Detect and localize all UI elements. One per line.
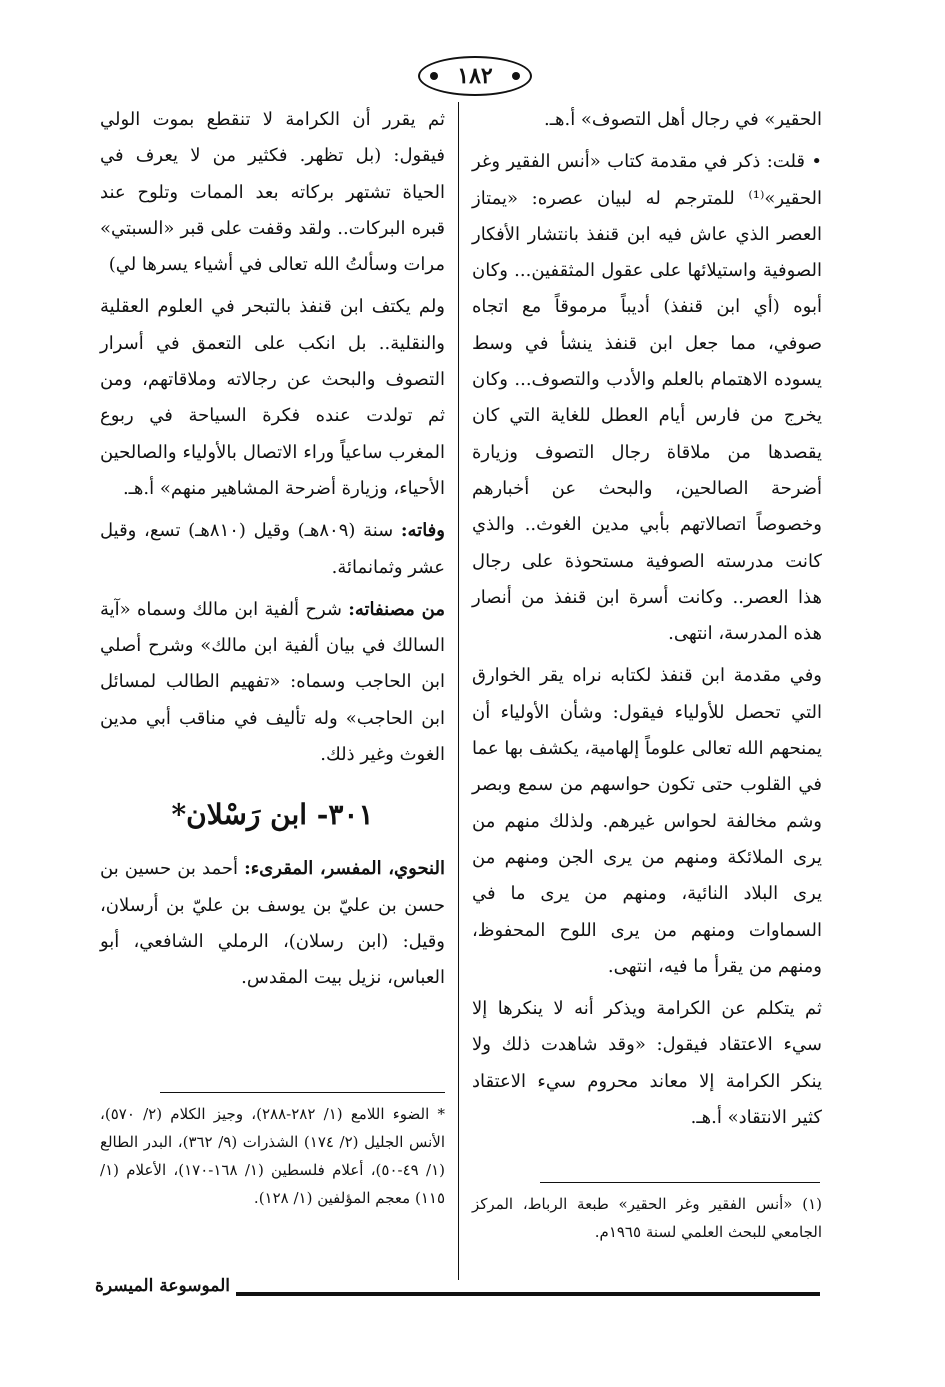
entry-heading: ٣٠١- ابن رَسْلان* — [171, 798, 374, 832]
left-footnote — [100, 1100, 445, 1212]
death-text: سنة (٨٠٩هـ) وقيل (٨١٠هـ) تسع، وقيل عشر وثمانمائة. — [100, 520, 445, 578]
death-label: وفاته: — [400, 520, 445, 542]
page-number-text: ١٨٢ — [457, 63, 493, 89]
bio-paragraph — [100, 851, 445, 996]
works-label: من مصنفاته: — [348, 598, 445, 620]
bio-label: النحوي، المفسر، المقرىء: — [244, 858, 445, 880]
left-footnote-text: * الضوء اللامع (١/ ٢٨٢-٢٨٨)، وجيز الكلام (٢/ ٥٧٠)، الأنس الجليل (٢/ ١٧٤) الشذرات (٩/ ٣٦٢)، البدر الطالع (١/ ٤٩-٥٠)، أعلام فلسطين (١/ ١٦٨-١٧٠)، الأعلام (١/ ١١٥) معجم المؤلفين (١/ ١٢٨). — [100, 1105, 445, 1207]
left-column — [100, 102, 445, 1003]
bio-text: أحمد بن حسين بن حسن بن عليّ بن يوسف بن عليّ بن أرسلان، وقيل: (ابن رسلان)، الرملي الشافعي، أبو العباس، نزيل بيت المقدس. — [100, 858, 445, 989]
footer-rule — [220, 1292, 820, 1296]
right-paragraph-4: ثم يتكلم عن الكرامة ويذكر أنه لا ينكرها إلا سيء الاعتقاد فيقول: «وقد شاهدت ذلك ولا ينكر الكرامة إلا معاند محروم سيء الاعتقاد كثير الانتقاد» أ.هـ. — [472, 998, 822, 1129]
right-footnote-rule — [540, 1182, 820, 1183]
right-paragraph-1: الحقير» في رجال أهل التصوف» أ.هـ. — [543, 109, 822, 130]
works-paragraph — [100, 592, 445, 773]
left-footnote-rule — [160, 1092, 445, 1093]
column-divider — [458, 102, 459, 1280]
left-paragraph-1: ثم يقرر أن الكرامة لا تنقطع بموت الولي فيقول: (بل تظهر. فكثير من لا يعرف في الحياة تشتهر بركاته بعد الممات وتلوح عند قبره البركات.. ولقد وقفت على قبر «السبتي» مرات وسألتُ الله تعالى في أشياء يسرها لي) — [100, 109, 445, 276]
right-footnote — [472, 1190, 822, 1246]
running-title: الموسوعة الميسرة — [95, 1276, 236, 1296]
right-footnote-text: (١) «أنس الفقير وغر الحقير» طبعة الرباط، المركز الجامعي للبحث العلمي لسنة ١٩٦٥م. — [472, 1195, 822, 1241]
right-column — [472, 102, 822, 1142]
page-number — [418, 56, 532, 96]
right-paragraph-2: • قلت: ذكر في مقدمة كتاب «أنس الفقير وغر الحقير»⁽¹⁾ للمترجم له لبيان عصره: «يمتاز العصر الذي عاش فيه ابن قنفذ بانتشار الأفكار الصوفية واستيلائها على عقول المثقفين... وكان أبوه (أي ابن قنفذ) أديباً مرموقاً مع اتجاه صوفي، مما جعل ابن قنفذ ينشأ في وسط يسوده الاهتمام بالعلم والأدب والتصوف... وكان يخرج من فارس أيام العطل للغاية التي كان يقصدها من ملاقاة رجال التصوف وزيارة أضرحة الصالحين، والبحث عن أخبارهم وخصوصاً اتصالاتهم بأبي مدين الغوث.. والذي كانت مدرسته الصوفية مستحوذة على رجال هذا العصر.. وكانت أسرة ابن قنفذ من أنصار هذه المدرسة، انتهى. — [472, 151, 822, 645]
works-text: شرح ألفية ابن مالك وسماه «آية السالك في بيان ألفية ابن مالك» وشرح أصلي ابن الحاجب وسماه: «تفهيم الطالب لمسائل ابن الحاجب» وله تأليف في مناقب أبي مدين الغوث وغير ذلك. — [100, 598, 445, 766]
death-paragraph — [100, 513, 445, 586]
right-paragraph-3: وفي مقدمة ابن قنفذ لكتابه نراه يقر الخوارق التي تحصل للأولياء فيقول: وشأن الأولياء أن يمنحهم الله تعالى علوماً إلهامية، يكشف بها عما في القلوب حتى تكون حواسهم من سمع وبصر وشم مخالفة لحواس غيرهم. ولذلك منهم من يرى الملائكة ومنهم من يرى الجن ومنهم من يرى البلاد النائية، ومنهم من يرى ما في السماوات ومنهم من يرى اللوح المحفوظ، ومنهم من يقرأ ما فيه، انتهى. — [472, 665, 822, 977]
running-footer — [95, 1276, 820, 1302]
left-paragraph-2: ولم يكتف ابن قنفذ بالتبحر في العلوم العقلية والنقلية.. بل انكب على التعمق في أسرار التصوف والبحث عن رجالاته وملاقاتهم، ومن ثم تولدت عنده فكرة السياحة في ربوع المغرب ساعياً وراء الاتصال بالأولياء والصالحين الأحياء، وزيارة أضرحة المشاهير منهم» أ.هـ. — [100, 296, 445, 499]
